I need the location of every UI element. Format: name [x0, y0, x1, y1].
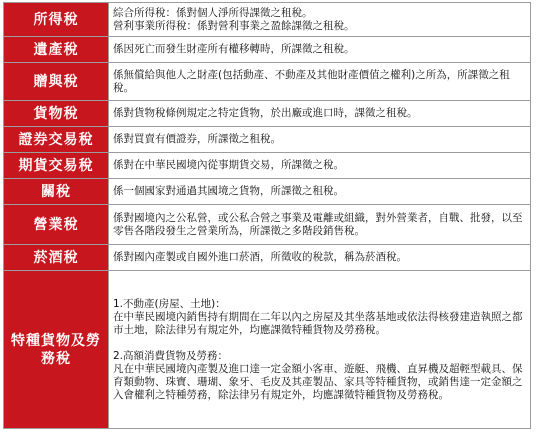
tax-row-customs-duty: [4, 179, 531, 205]
tax-name-label: 所得稅: [33, 11, 79, 28]
tax-description-cell: [109, 205, 531, 245]
tax-description-line: 係對買賣有價證券，所課徵之租稅。: [113, 133, 281, 145]
tax-description-line: 係對國境內之公私營，或公私合營之事業及電離或組織，對外營業者，自戰、批發，以至零售各階段發生之營業所為，所課徵之多階段銷售稅。: [113, 211, 523, 237]
tax-name-cell: [4, 63, 109, 101]
tax-description-line: 1.不動產(房屋、土地)：: [113, 297, 226, 310]
tax-name-cell: [4, 37, 109, 63]
tax-name-cell: [4, 179, 109, 205]
tax-description-line: 係無償給與他人之財產(包括動產、不動產及其他財產價值之權利)之所為，所課徵之租稅。: [113, 68, 510, 94]
tax-name-cell: [4, 205, 109, 245]
tax-name-label: 貨物稅: [33, 105, 79, 122]
tax-name-cell: [4, 245, 109, 271]
tax-description-line: 係對在中華民國境內從事期貨交易，所課徵之稅。: [113, 159, 344, 171]
tax-description-cell: [109, 153, 531, 179]
tax-description-line: 凡在中華民國境內產製及進口達一定金額小客車、遊艇、飛機、直昇機及超輕型載具、保育類動物、珠寶、珊瑚、象牙、毛皮及其產製品、家具等特種貨物，或銷售達一定金額之入會權利之特種勞務，除法律另有規定外，均應課徵特種貨物及勞務稅。: [113, 362, 523, 401]
tax-name-label: 營業稅: [33, 216, 79, 233]
tax-description-line: 營利事業所得稅：係對營利事業之盈餘課徵之租稅。: [113, 19, 355, 32]
tax-table: [3, 2, 531, 429]
tax-row-commodity-tax: [4, 101, 531, 127]
tax-name-label: 證券交易稅: [18, 131, 94, 148]
tax-description-line: 係一個國家對通過其國境之貨物，所課徵之租稅。: [113, 185, 344, 197]
tax-row-futures-transaction-tax: [4, 153, 531, 179]
tax-name-cell: [4, 153, 109, 179]
tax-name-cell: [4, 3, 109, 37]
tax-description-line: 係因死亡而發生財產所有權移轉時，所課徵之租稅。: [113, 43, 355, 55]
tax-description-cell: [109, 37, 531, 63]
tax-table-body: [4, 3, 531, 429]
tax-description-line: 綜合所得稅：係對個人淨所得課徵之租稅。: [113, 6, 313, 19]
tax-description-cell: [109, 127, 531, 153]
tax-description-cell: [109, 179, 531, 205]
tax-name-cell: [4, 127, 109, 153]
tax-description-line: 係對貨物稅條例規定之特定貨物，於出廠或進口時，課徵之租稅。: [113, 107, 418, 119]
tax-row-securities-transaction-tax: [4, 127, 531, 153]
tax-description-cell: [109, 3, 531, 37]
tax-name-label: 遺產稅: [33, 41, 79, 58]
tax-row-tobacco-alcohol-tax: [4, 245, 531, 271]
tax-description-cell: [109, 63, 531, 101]
tax-name-label: 菸酒稅: [33, 249, 79, 266]
tax-name-label: 特種貨物及勞務稅: [11, 332, 101, 367]
tax-description-cell: [109, 271, 531, 429]
tax-description-line: 係對國內產製或自國外進口菸酒，所徵收的稅款，稱為菸酒稅。: [113, 251, 407, 263]
tax-description-line: 2.高額消費貨物及勞務：: [113, 349, 229, 362]
tax-description-line: [113, 337, 524, 350]
tax-name-label: 期貨交易稅: [18, 157, 94, 174]
tax-description-line: 在中華民國境內銷售持有期間在二年以內之房屋及其坐落基地或依法得核發建造執照之都市土地，除法律另有規定外，均應課徵特種貨物及勞務稅。: [113, 310, 523, 336]
tax-row-income-tax: [4, 3, 531, 37]
tax-row-specifically-selected-goods-services-tax: [4, 271, 531, 429]
tax-name-label: 贈與稅: [33, 73, 79, 90]
tax-name-label: 關稅: [41, 183, 71, 200]
tax-row-gift-tax: [4, 63, 531, 101]
tax-row-business-tax: [4, 205, 531, 245]
tax-description-cell: [109, 101, 531, 127]
tax-description-cell: [109, 245, 531, 271]
tax-name-cell: [4, 271, 109, 429]
tax-name-cell: [4, 101, 109, 127]
tax-row-estate-tax: [4, 37, 531, 63]
